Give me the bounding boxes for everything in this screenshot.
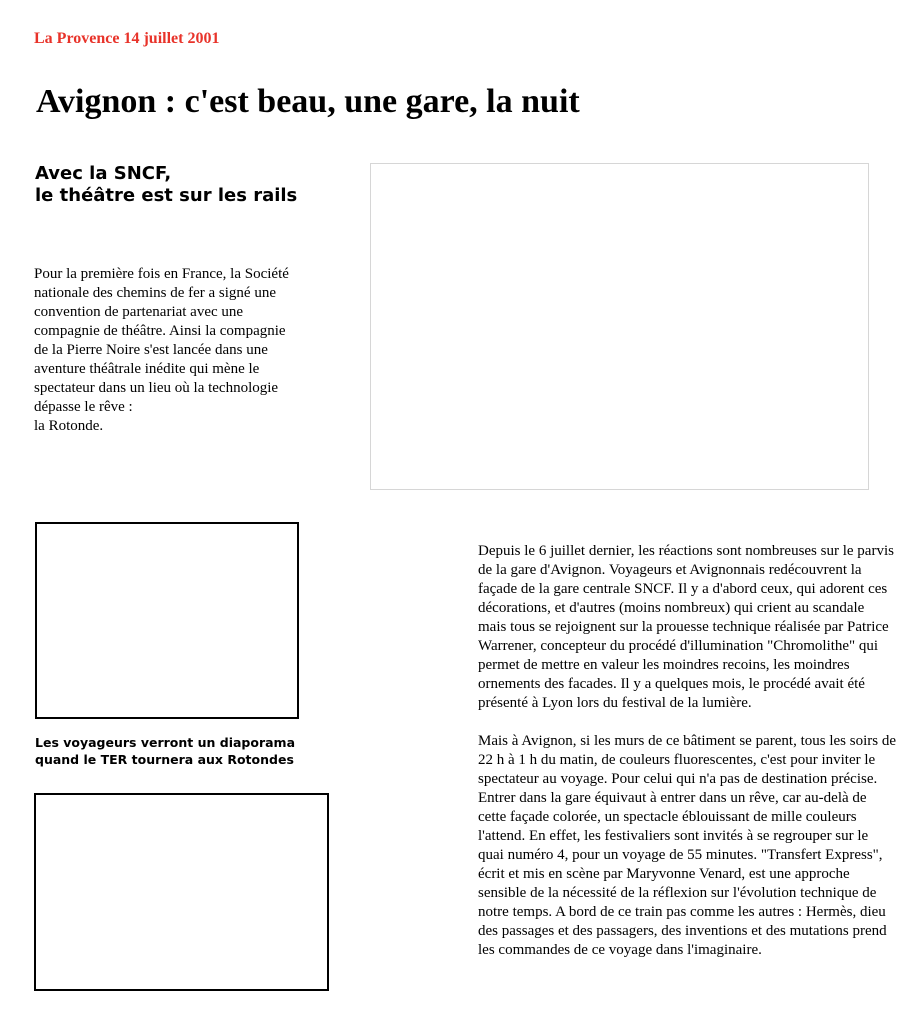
source-label: La Provence 14 juillet 2001 xyxy=(34,30,220,47)
lower-photo-placeholder xyxy=(34,793,329,991)
diaporama-photo-placeholder xyxy=(35,522,299,719)
subheadline xyxy=(35,163,345,207)
body-paragraph-1: Depuis le 6 juillet dernier, les réactions sont nombreuses sur le parvis de la gare d'Avignon. Voyageurs et Avignonnais redécouvrent la façade de la gare centrale SNCF. Il y a d'abord ceux, qui adorent ces décorations, et d'autres (moins nombreux) qui crient au scandale mais tous se rejoignent sur la prouesse technique réalisée par Patrice Warrener, concepteur du procédé d'illumination "Chromolithe" qui permet de mettre en valeur les moindres recoins, les moindres ornements des facades. Il y a quelques mois, le procédé avait été présenté à Lyon lors du festival de la lumière. xyxy=(478,543,894,711)
article-body xyxy=(478,542,896,979)
subheadline-line-1: Avec la SNCF, xyxy=(35,163,172,184)
intro-end: la Rotonde. xyxy=(34,418,104,434)
intro-paragraph xyxy=(34,265,296,436)
subheadline-line-2: le théâtre est sur les rails xyxy=(35,185,298,206)
page-title: Avignon : c'est beau, une gare, la nuit xyxy=(36,83,580,120)
body-paragraph-2: Mais à Avignon, si les murs de ce bâtiment se parent, tous les soirs de 22 h à 1 h du matin, de couleurs fluorescentes, c'est pour inviter le spectateur au voyage. Pour celui qui n'a pas de destination précise. Entrer dans la gare équivaut à entrer dans un rêve, car au-delà de cette façade colorée, un spectacle éblouissant de mille couleurs l'attend. En effet, les festivaliers sont invités à se regrouper sur le quai numéro 4, pour un voyage de 55 minutes. "Transfert Express", écrit et mis en scène par Maryvonne Venard, est une approche sensible de la nécessité de la réflexion sur l'évolution technique de notre temps. A bord de ce train pas comme les autres : Hermès, dieu des passages et des passagers, des inventions et des mutations prend les commandes de ce voyage dans l'imaginaire. xyxy=(478,733,896,958)
main-photo-placeholder xyxy=(370,163,869,490)
intro-text: Pour la première fois en France, la Société nationale des chemins de fer a signé une convention de partenariat avec une compagnie de théâtre. Ainsi la compagnie de la Pierre Noire s'est lancée dans une aventure théâtrale inédite qui mène le spectateur dans un lieu où la technologie dépasse le rêve : xyxy=(34,266,289,415)
photo-caption: Les voyageurs verront un diaporama quand le TER tournera aux Rotondes xyxy=(35,735,296,767)
